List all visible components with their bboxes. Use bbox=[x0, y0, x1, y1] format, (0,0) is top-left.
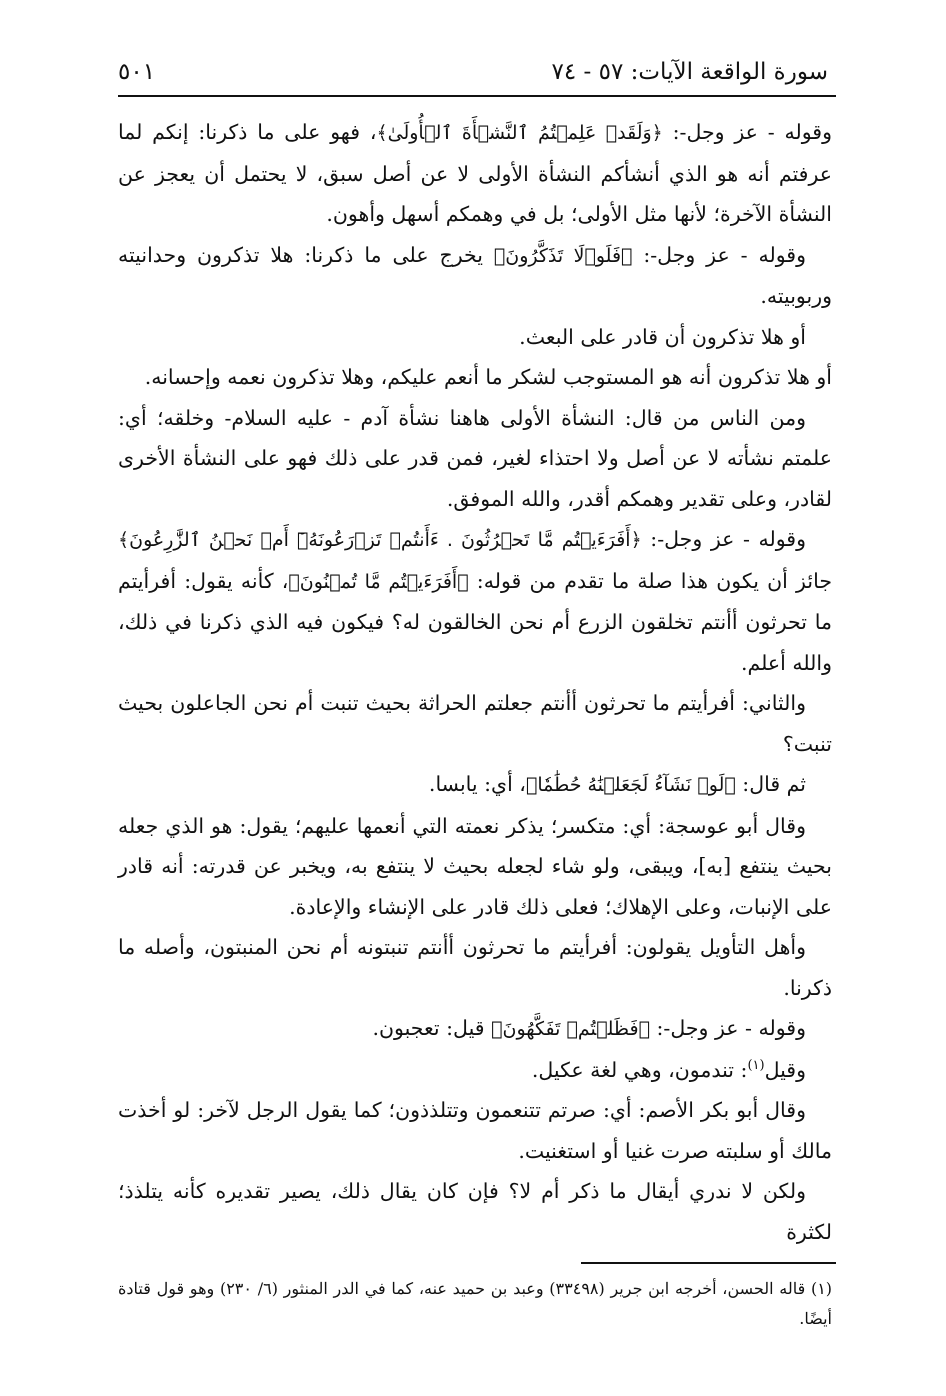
paragraph-8: ثم قال: ﴿لَوۡ نَشَآءُ لَجَعَلۡنَٰهُ حُطَٰمٗا﴾، أي: يابسا. bbox=[428, 772, 806, 796]
paragraph-6: وقوله - عز وجل-: ﴿أَفَرَءَيۡتُم مَّا تَحۡرُثُونَ . ءَأَنتُمۡ تَزۡرَعُونَهُۥٓ أَمۡ نَحۡنُ ٱلزَّٰرِعُونَ﴾ جائز أن يكون هذا صلة ما تقدم من قوله: ﴿أَفَرَءَيۡتُم مَّا تُمۡنُونَ﴾، كأنه يقول: أفرأيتم ما تحرثون أأنتم تخلقون الزرع أم نحن الخالقون له؟ فيكون فيه الذي ذكرنا في ذلك، والله أعلم. bbox=[118, 527, 832, 675]
footnotes bbox=[118, 1274, 832, 1334]
paragraph-11: وقوله - عز وجل-: ﴿فَظَلۡتُمۡ تَفَكَّهُونَ﴾ قيل: تعجبون. bbox=[372, 1016, 806, 1040]
footnote-divider bbox=[581, 1262, 836, 1264]
paragraph-12: وقيل$^{(١)}$: تندمون، وهي لغة عكيل. bbox=[531, 1057, 806, 1082]
quran-verse: ﴿وَلَقَدۡ عَلِمۡتُمُ ٱلنَّشۡأَةَ ٱلۡأُولَىٰ﴾ bbox=[376, 122, 663, 144]
header-divider bbox=[118, 95, 836, 97]
main-text bbox=[118, 112, 832, 1252]
page-number: ٥٠١ bbox=[118, 59, 156, 85]
running-title: سورة الواقعة الآيات: ٥٧ - ٧٤ bbox=[551, 59, 828, 85]
quran-verse: ﴿أَفَرَءَيۡتُم مَّا تَحۡرُثُونَ . ءَأَنتُمۡ تَزۡرَعُونَهُۥٓ أَمۡ نَحۡنُ ٱلزَّٰرِعُونَ﴾ bbox=[118, 529, 642, 551]
paragraph-14: ولكن لا ندري أيقال ما ذكر أم لا؟ فإن كان يقال ذلك، يصير تقديره كأنه يتلذذ؛ لكثرة bbox=[118, 1179, 832, 1244]
paragraph-10: وأهل التأويل يقولون: أفرأيتم ما تحرثون أأنتم تنبتونه أم نحن المنبتون، وأصله ما ذكرنا. bbox=[118, 935, 832, 1000]
quran-verse: ﴿فَلَوۡلَا تَذَكَّرُونَ﴾ bbox=[493, 244, 633, 267]
running-header bbox=[118, 52, 828, 92]
footnote-marker: (١) bbox=[747, 1057, 765, 1073]
paragraph-9: وقال أبو عوسجة: أي: متكسر؛ يذكر نعمته التي أنعمها عليهم؛ يقول: هو الذي جعله بحيث ينتفع [به]، ويبقى، ولو شاء لجعله بحيث لا ينتفع به، ويخبر عن قدرته: أنه قادر على الإنبات، وعلى الإهلاك؛ فعلى ذلك قادر على الإنشاء والإعادة. bbox=[118, 813, 832, 919]
paragraph-4: أو هلا تذكرون أنه هو المستوجب لشكر ما أنعم عليكم، وهلا تذكرون نعمه وإحسانه. bbox=[144, 365, 832, 389]
paragraph-3: أو هلا تذكرون أن قادر على البعث. bbox=[519, 324, 806, 349]
quran-verse: ﴿فَظَلۡتُمۡ تَفَكَّهُونَ﴾ bbox=[491, 1018, 650, 1040]
paragraph-13: وقال أبو بكر الأصم: أي: صرتم تتنعمون وتتلذذون؛ كما يقول الرجل لآخر: لو أخذت مالك أو سلبته صرت غنيا أو استغنيت. bbox=[118, 1098, 832, 1163]
footnote-1: (١) قاله الحسن، أخرجه ابن جرير (٣٣٤٩٨) وعبد بن حميد عنه، كما في الدر المنثور (٦/ ٢٣٠) وهو قول قتادة أيضًا. bbox=[118, 1279, 833, 1328]
paragraph-1: وقوله - عز وجل-: ﴿وَلَقَدۡ عَلِمۡتُمُ ٱلنَّشۡأَةَ ٱلۡأُولَىٰ﴾، فهو على ما ذكرنا: إنكم لما عرفتم أنه هو الذي أنشأكم النشأة الأولى لا عن أصل سبق، لا يحتمل أن يعجز عن النشأة الآخرة؛ لأنها مثل الأولى؛ بل في وهمكم أسهل وأهون. bbox=[118, 120, 833, 226]
quran-verse: ﴿أَفَرَءَيۡتُم مَّا تُمۡنُونَ﴾ bbox=[288, 570, 469, 593]
paragraph-5: ومن الناس من قال: النشأة الأولى هاهنا نشأة آدم - عليه السلام- وخلقه؛ أي: علمتم نشأته لا عن أصل ولا احتذاء لغير، فمن قدر على ذلك فهو على النشأة الأخرى لقادر، وعلى تقدير وهمكم أقدر، والله الموفق. bbox=[118, 405, 832, 511]
quran-verse: ﴿لَوۡ نَشَآءُ لَجَعَلۡنَٰهُ حُطَٰمٗا﴾ bbox=[525, 774, 736, 796]
paragraph-2: وقوله - عز وجل-: ﴿فَلَوۡلَا تَذَكَّرُونَ﴾ يخرج على ما ذكرنا: هلا تذكرون وحدانيته وربوبيته. bbox=[118, 242, 832, 308]
paragraph-7: والثاني: أفرأيتم ما تحرثون أأنتم جعلتم الحراثة بحيث تنبت أم نحن الجاعلون بحيث تنبت؟ bbox=[118, 691, 832, 756]
